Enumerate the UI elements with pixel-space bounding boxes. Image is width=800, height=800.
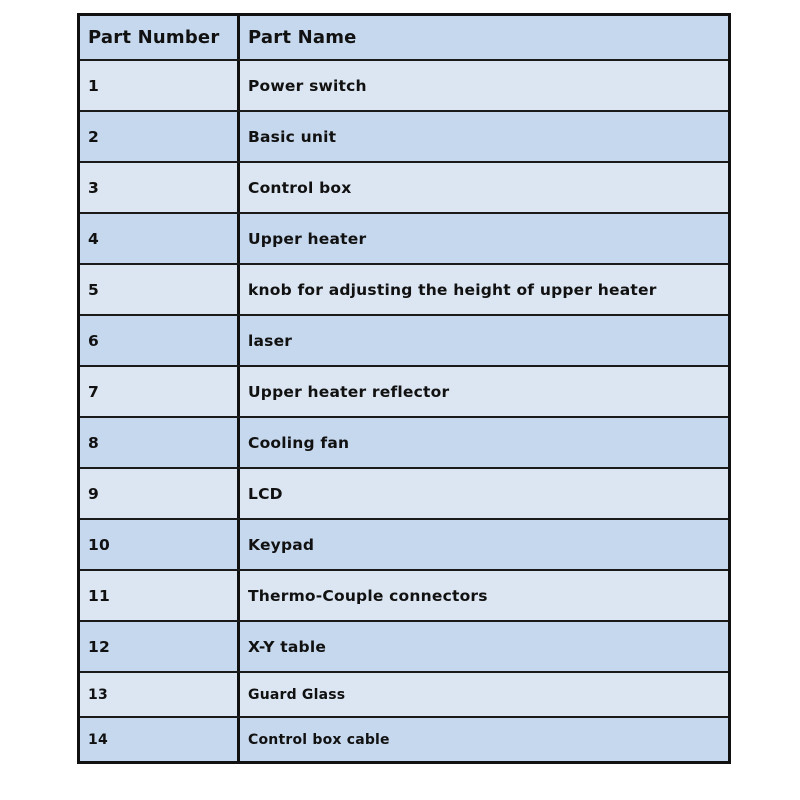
table-row [80,571,728,622]
table-row [80,61,728,112]
part-name-cell: Upper heater reflector [240,367,728,416]
part-number-cell: 9 [80,469,240,518]
part-number-cell: 2 [80,112,240,161]
header-part-name: Part Name [240,16,728,59]
part-name-cell: laser [240,316,728,365]
part-number-cell: 4 [80,214,240,263]
table-row [80,469,728,520]
part-name-cell: Power switch [240,61,728,110]
part-name-cell: Thermo-Couple connectors [240,571,728,620]
part-name-cell: Upper heater [240,214,728,263]
part-number-cell: 10 [80,520,240,569]
part-number-cell: 7 [80,367,240,416]
part-name-cell: Control box [240,163,728,212]
table-row [80,520,728,571]
part-name-cell: X-Y table [240,622,728,671]
table-row [80,418,728,469]
table-row [80,163,728,214]
table-row [80,673,728,718]
table-row [80,367,728,418]
table-row [80,718,728,761]
table-row [80,622,728,673]
table-header-row [80,16,728,61]
part-name-cell: Keypad [240,520,728,569]
part-number-cell: 14 [80,718,240,761]
part-name-cell: Cooling fan [240,418,728,467]
part-name-cell: knob for adjusting the height of upper heater [240,265,728,314]
part-number-cell: 1 [80,61,240,110]
header-part-number: Part Number [80,16,240,59]
part-name-cell: Control box cable [240,718,728,761]
part-number-cell: 13 [80,673,240,716]
part-number-cell: 3 [80,163,240,212]
table-row [80,265,728,316]
table-row [80,316,728,367]
part-number-cell: 5 [80,265,240,314]
part-number-cell: 11 [80,571,240,620]
part-number-cell: 12 [80,622,240,671]
part-name-cell: LCD [240,469,728,518]
parts-table [77,13,731,764]
part-number-cell: 6 [80,316,240,365]
part-name-cell: Basic unit [240,112,728,161]
table-row [80,214,728,265]
part-name-cell: Guard Glass [240,673,728,716]
table-row [80,112,728,163]
part-number-cell: 8 [80,418,240,467]
